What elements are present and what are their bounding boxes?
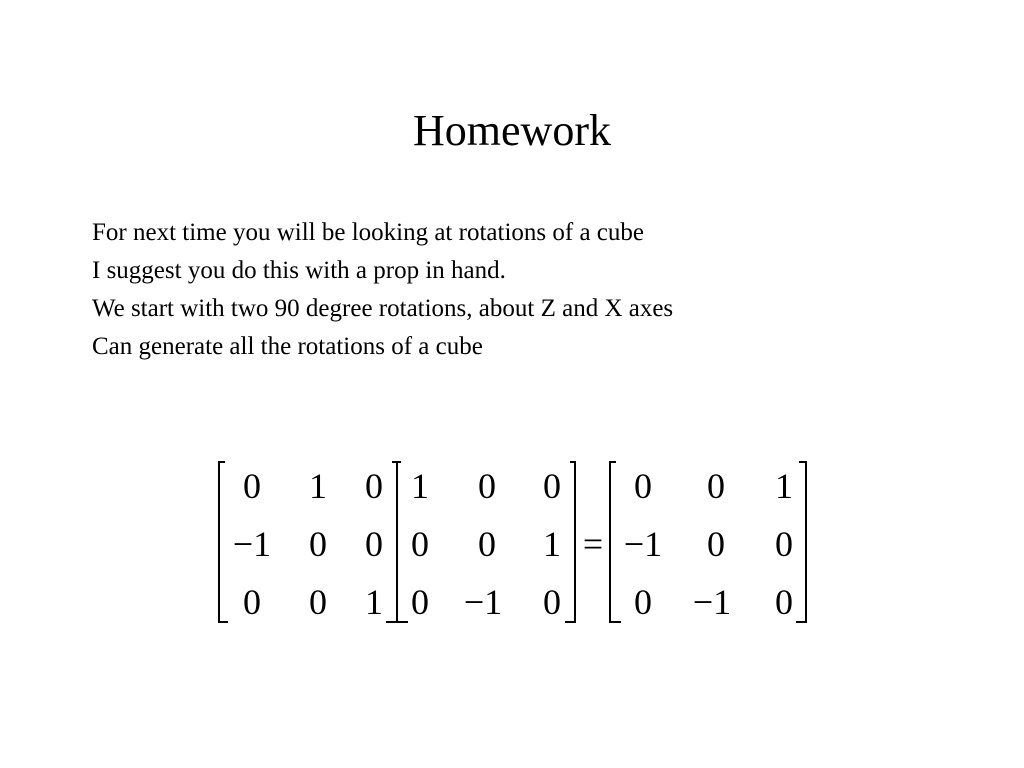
z-rotation-matrix [233,466,383,622]
bullet-item: For next time you will be looking at rotations of a cube [92,219,644,246]
right-bracket [796,462,806,622]
matrix-entry: 0 [365,524,383,564]
matrix-entry: 1 [411,466,429,506]
matrix-entry: 0 [365,466,383,506]
matrix-entry: 0 [543,466,561,506]
matrix-entry: 0 [775,524,793,564]
bullet-item: We start with two 90 degree rotations, about Z and X axes [92,295,674,322]
matrix-entry: 1 [543,524,561,564]
right-bracket [386,462,397,622]
matrix-entry: 0 [411,524,429,564]
matrix-entry: 0 [478,524,496,564]
equals-sign: = [582,524,604,564]
matrix-entry: 0 [243,582,261,622]
matrix-entry: 0 [543,582,561,622]
x-rotation-matrix [411,466,561,622]
matrix-entry: 1 [365,582,383,622]
matrix-entry: −1 [623,524,663,564]
bullet-item: Can generate all the rotations of a cube [92,333,483,360]
matrix-entry: 0 [309,524,327,564]
bullet-item: I suggest you do this with a prop in hand. [92,257,506,284]
product-matrix [624,466,793,622]
matrix-entry: 1 [309,466,327,506]
matrix-entry: 0 [309,582,327,622]
matrix-entry: 0 [707,466,725,506]
matrix-entry: 0 [411,582,429,622]
matrix-entry: 0 [634,582,652,622]
left-bracket [610,462,621,622]
left-bracket [219,462,228,622]
matrix-entry: −1 [232,524,272,564]
matrix-entry: 0 [775,582,793,622]
matrix-entry: 0 [478,466,496,506]
slide-title: Homework [413,106,611,155]
matrix-entry: 0 [243,466,261,506]
matrix-entry: −1 [463,582,503,622]
right-bracket [565,462,575,622]
matrix-entry: 0 [634,466,652,506]
left-bracket [397,462,408,622]
matrix-entry: 1 [775,466,793,506]
matrix-entry: −1 [692,582,732,622]
matrix-entry: 0 [707,524,725,564]
